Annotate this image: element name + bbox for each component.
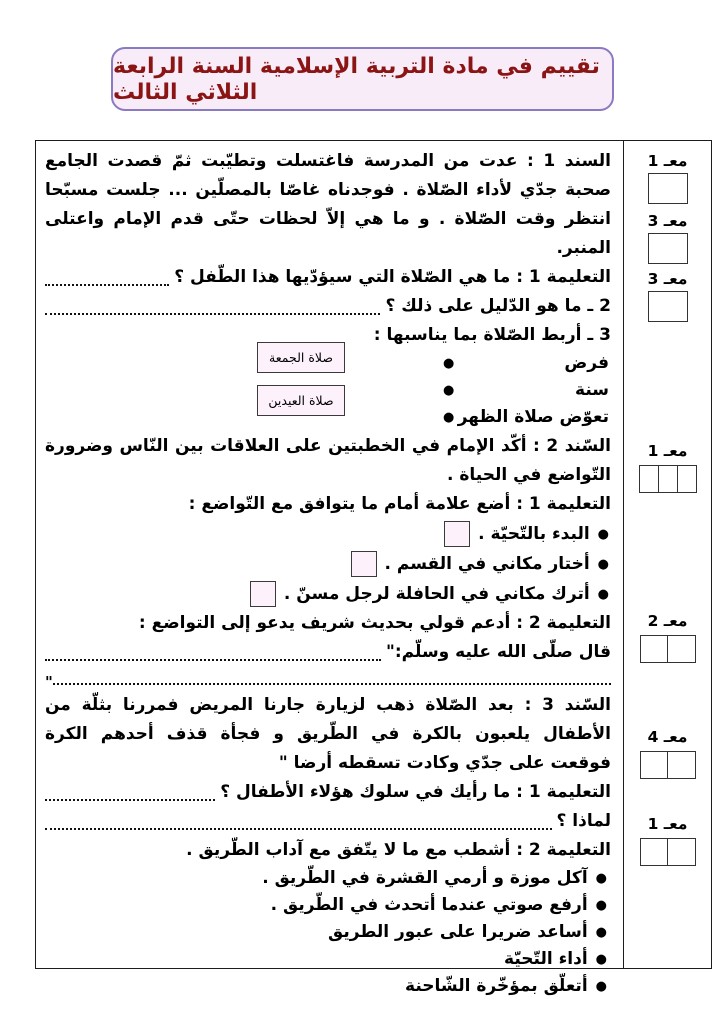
check-item-label: البدء بالتّحيّة . [478,523,590,544]
title-box [111,47,614,111]
mark-label: معـ 2 [647,612,688,630]
bullet-icon: ● [595,871,607,886]
mark-group [624,211,711,264]
question-row [45,778,611,807]
mark-group [624,151,711,204]
check-item-label: أختار مكاني في القسم . [384,553,590,574]
sanad-3-text: السّند 3 : بعد الصّلاة ذهب لزيارة جارنا المريض فمررنا بثلّة من الأطفال يلعبون بالكرة في الطّريق و فجأة قذف أحدهم الكرة فوقعت على جدّي وكادت تسقطه أرضا " [45,695,611,773]
match-item[interactable] [443,377,609,404]
hadith-answer-line[interactable] [45,638,381,661]
check-row [45,579,611,609]
strike-item[interactable] [45,892,611,919]
match-item-label: تعوّض صلاة الظهر [457,407,609,427]
check-row [45,519,611,549]
s1-q2-label: 2 ـ ما هو الدّليل على ذلك ؟ [385,296,611,316]
match-item-label: سنة [575,380,609,400]
check-answer-box[interactable] [444,521,470,547]
question-row [45,807,611,836]
mark-label: معـ 3 [647,212,688,230]
mark-score-box[interactable] [648,233,688,264]
match-box[interactable]: صلاة العيدين [257,385,345,416]
bullet-icon[interactable]: ● [443,356,455,371]
hadith-lead: قال صلّى الله عليه وسلّم:" [386,642,611,662]
match-box[interactable]: صلاة الجمعة [257,342,345,373]
mark-score-box[interactable] [648,173,688,204]
question-row [45,263,611,292]
page-title: تقييم في مادة التربية الإسلامية السنة الرابعة الثلاثي الثالث [113,53,600,105]
bullet-icon: ● [597,526,609,542]
strike-item[interactable] [45,865,611,892]
marks-column [623,141,711,968]
bullet-icon: ● [597,586,609,602]
sanad-1-text: السند 1 : عدت من المدرسة فاغتسلت وتطيّبت ثمّ قصدت الجامع صحبة جدّي لأداء الصّلاة . فوجدناه غاصّا بالمصلّين ... جلست مسبّحا انتظر وقت الصّلاة . و ما هي إلاّ لحظات حتّى قدم الإمام واعتلى المنبر. [45,151,611,258]
hadith-row-2 [45,667,611,691]
mark-label: معـ 4 [647,728,688,746]
sanad-2-text: السّند 2 : أكّد الإمام في الخطبتين على العلاقات بين النّاس وضرورة التّواضع في الحياة . [45,436,611,485]
mark-score-box[interactable] [640,751,696,779]
s1-q1-answer-line[interactable] [45,263,169,286]
bullet-icon: ● [595,979,607,994]
mark-label: معـ 1 [647,152,688,170]
mark-score-box[interactable] [639,465,697,493]
s1-q2-answer-line[interactable] [45,292,380,315]
check-answer-box[interactable] [250,581,276,607]
mark-group [624,269,711,322]
strike-item-label: آكل موزة و أرمي القشرة في الطّريق . [262,868,588,888]
closing-quote: " [45,673,53,691]
s1-q3-label: 3 ـ أربط الصّلاة بما يناسبها : [373,325,611,345]
mark-score-box[interactable] [648,291,688,322]
strike-item-label: أرفع صوتي عندما أتحدث في الطّريق . [270,895,588,915]
check-row [45,549,611,579]
mark-score-box[interactable] [640,838,696,866]
matching-exercise [45,350,611,432]
mark-label: معـ 1 [647,815,688,833]
s2-q2-label: التعليمة 2 : أدعم قولي بحديث شريف يدعو إلى التواضع : [138,613,611,633]
s3-q1b-label: لماذا ؟ [556,811,611,831]
s1-q1-label: التعليمة 1 : ما هي الصّلاة التي سيؤدّيها هذا الطّفل ؟ [174,267,611,287]
exam-body [36,141,622,996]
match-item[interactable] [443,404,609,431]
bullet-icon: ● [595,925,607,940]
s3-q2-label: التعليمة 2 : أشطب مع ما لا يتّفق مع آداب الطّريق . [186,840,611,860]
mark-score-box[interactable] [640,635,696,663]
mark-group [624,611,711,663]
bullet-icon[interactable]: ● [443,410,455,425]
bullet-icon: ● [595,952,607,967]
match-item[interactable] [443,350,609,377]
strike-item-label: أداء التّحيّة [504,949,588,969]
question-row [45,292,611,321]
s3-q1-answer-line[interactable] [45,778,215,801]
check-item-label: أترك مكاني في الحافلة لرجل مسنّ . [283,583,590,604]
mark-group [624,727,711,779]
s3-q1-label: التعليمة 1 : ما رأيك في سلوك هؤلاء الأطفال ؟ [220,782,611,802]
matching-items [443,350,609,431]
strike-item[interactable] [45,919,611,946]
s2-q1-label: التعليمة 1 : أضع علامة أمام ما يتوافق مع التّواضع : [188,494,611,514]
hadith-answer-line-2[interactable] [53,662,611,685]
mark-group [624,441,711,493]
content-frame [35,140,712,996]
bullet-icon: ● [597,556,609,572]
match-item-label: فرض [564,353,609,373]
strike-item[interactable] [45,946,611,973]
mark-label: معـ 3 [647,270,688,288]
mark-label: معـ 1 [647,442,688,460]
strike-item-label: أساعد ضريرا على عبور الطريق [328,922,588,942]
bullet-icon[interactable]: ● [443,383,455,398]
s3-q1b-answer-line[interactable] [45,807,552,830]
mark-group [624,814,711,866]
check-answer-box[interactable] [351,551,377,577]
strike-item-label: أتعلّق بمؤخّرة الشّاحنة [405,976,588,996]
strike-item[interactable] [45,973,611,1000]
matching-boxes [257,342,345,428]
bullet-icon: ● [595,898,607,913]
